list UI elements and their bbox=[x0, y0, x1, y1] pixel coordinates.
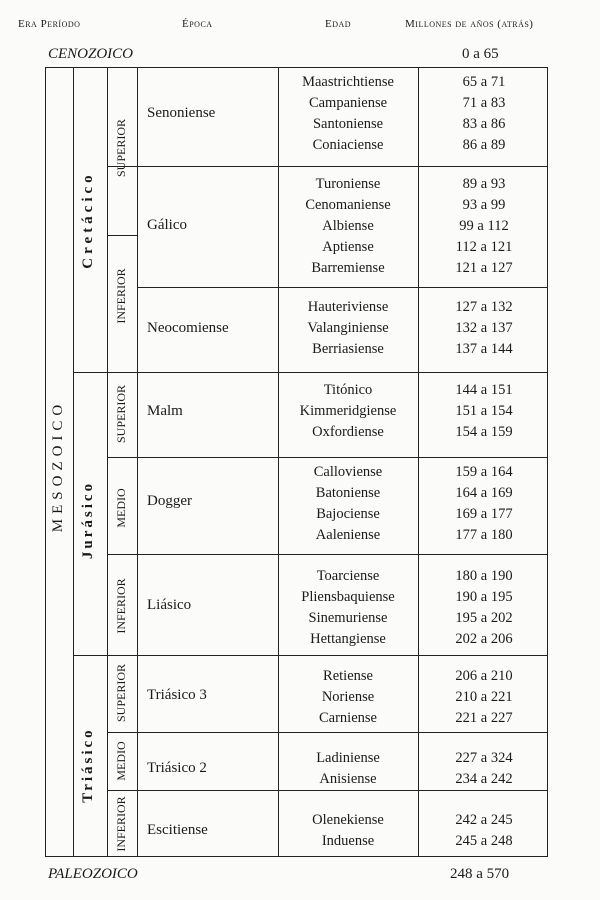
divider-sub-epoch bbox=[137, 67, 138, 857]
age-range: 132 a 137 bbox=[455, 320, 513, 336]
age-name: Anisiense bbox=[319, 771, 377, 787]
age-range: 93 a 99 bbox=[462, 197, 506, 213]
header-epoca: Época bbox=[182, 18, 213, 30]
age-range: 206 a 210 bbox=[455, 668, 513, 684]
age-range: 137 a 144 bbox=[455, 341, 513, 357]
age-range: 99 a 112 bbox=[459, 218, 509, 234]
age-range: 83 a 86 bbox=[462, 116, 506, 132]
header-edad: Edad bbox=[325, 18, 352, 30]
boundary-triasico2-escitiense bbox=[107, 790, 548, 791]
age-name: Barremiense bbox=[311, 260, 385, 276]
divider-period-sub bbox=[107, 67, 108, 857]
age-name: Santoniense bbox=[312, 116, 384, 132]
period-jurasico: Jurásico bbox=[80, 480, 96, 560]
boundary-senoniense-galico bbox=[107, 166, 548, 167]
age-name: Aptiense bbox=[322, 239, 374, 255]
header-millones: Millones de años (atrás) bbox=[405, 18, 534, 30]
age-name: Ladiniense bbox=[316, 750, 380, 766]
age-range: 121 a 127 bbox=[455, 260, 513, 276]
age-name: Sinemuriense bbox=[308, 610, 388, 626]
age-name: Retiense bbox=[323, 668, 373, 684]
divider-era-period bbox=[73, 67, 74, 857]
epoch-liasico: Liásico bbox=[147, 597, 192, 613]
age-range: 151 a 154 bbox=[455, 403, 513, 419]
age-name: Olenekiense bbox=[312, 812, 384, 828]
age-range: 227 a 324 bbox=[455, 750, 513, 766]
epoch-triasico3: Triásico 3 bbox=[147, 687, 207, 703]
age-name: Hettangiense bbox=[310, 631, 386, 647]
age-name: Hauteriviense bbox=[307, 299, 389, 315]
age-range: 210 a 221 bbox=[455, 689, 513, 705]
period-cretacico: Cretácico bbox=[80, 171, 96, 269]
age-name: Batoniense bbox=[315, 485, 381, 501]
sub-jurasico-inferior: INFERIOR bbox=[114, 578, 128, 634]
epoch-dogger: Dogger bbox=[147, 493, 192, 509]
epoch-escitiense: Escitiense bbox=[147, 822, 208, 838]
age-range: 234 a 242 bbox=[455, 771, 513, 787]
age-range: 154 a 159 bbox=[455, 424, 513, 440]
age-range: 127 a 132 bbox=[455, 299, 513, 315]
boundary-galico-neocomiense bbox=[137, 287, 548, 288]
sub-triasico-superior: SUPERIOR bbox=[114, 664, 128, 723]
age-range: 202 a 206 bbox=[455, 631, 513, 647]
age-range: 164 a 169 bbox=[455, 485, 513, 501]
age-name: Carniense bbox=[319, 710, 377, 726]
age-range: 180 a 190 bbox=[455, 568, 513, 584]
age-name: Bajociense bbox=[316, 506, 380, 522]
age-name: Calloviense bbox=[313, 464, 383, 480]
boundary-jur-sup-med bbox=[107, 457, 137, 458]
age-name: Valanginiense bbox=[307, 320, 389, 336]
age-range: 159 a 164 bbox=[455, 464, 513, 480]
age-name: Pliensbaquiense bbox=[301, 589, 395, 605]
epoch-malm: Malm bbox=[147, 403, 183, 419]
age-range: 190 a 195 bbox=[455, 589, 513, 605]
age-name: Maastrichtiense bbox=[302, 74, 394, 90]
age-range: 221 a 227 bbox=[455, 710, 513, 726]
boundary-dogger-liasico bbox=[107, 554, 548, 555]
cenozoico-range: 0 a 65 bbox=[462, 46, 499, 62]
age-name: Berriasiense bbox=[312, 341, 384, 357]
age-name: Coniaciense bbox=[312, 137, 384, 153]
paleozoico-range: 248 a 570 bbox=[450, 866, 510, 882]
age-name: Titónico bbox=[323, 382, 373, 398]
boundary-jurasico-triasico bbox=[73, 655, 548, 656]
age-name: Kimmeridgiense bbox=[299, 403, 397, 419]
era-mesozoico: MESOZOICO bbox=[50, 399, 66, 533]
boundary-triasico3-triasico2 bbox=[107, 732, 548, 733]
age-name: Turoniense bbox=[315, 176, 381, 192]
boundary-malm-dogger bbox=[137, 457, 548, 458]
age-range: 89 a 93 bbox=[462, 176, 506, 192]
age-name: Noriense bbox=[321, 689, 375, 705]
age-range: 144 a 151 bbox=[455, 382, 513, 398]
header-era-periodo: Era Período bbox=[18, 18, 81, 30]
paleozoico-label: PALEOZOICO bbox=[48, 866, 138, 882]
cenozoico-label: CENOZOICO bbox=[48, 46, 134, 62]
epoch-galico: Gálico bbox=[147, 217, 187, 233]
age-range: 245 a 248 bbox=[455, 833, 513, 849]
boundary-cretacico-jurasico bbox=[73, 372, 548, 373]
age-name: Oxfordiense bbox=[312, 424, 384, 440]
boundary-cre-sup-inf bbox=[107, 235, 137, 236]
age-name: Aaleniense bbox=[315, 527, 381, 543]
sub-jurasico-superior: SUPERIOR bbox=[114, 385, 128, 444]
age-range: 177 a 180 bbox=[455, 527, 513, 543]
period-triasico: Triásico bbox=[80, 727, 96, 803]
age-name: Albiense bbox=[322, 218, 374, 234]
age-name: Induense bbox=[321, 833, 375, 849]
age-range: 112 a 121 bbox=[455, 239, 513, 255]
age-range: 71 a 83 bbox=[462, 95, 506, 111]
age-range: 242 a 245 bbox=[455, 812, 513, 828]
age-range: 86 a 89 bbox=[462, 137, 506, 153]
age-range: 195 a 202 bbox=[455, 610, 513, 626]
epoch-neocomiense: Neocomiense bbox=[147, 320, 229, 336]
sub-cretacico-superior: SUPERIOR bbox=[114, 119, 128, 178]
epoch-senoniense: Senoniense bbox=[147, 105, 216, 121]
age-name: Cenomaniense bbox=[305, 197, 391, 213]
age-name: Campaniense bbox=[308, 95, 388, 111]
epoch-triasico2: Triásico 2 bbox=[147, 760, 207, 776]
sub-jurasico-medio: MEDIO bbox=[114, 488, 128, 528]
sub-triasico-inferior: INFERIOR bbox=[114, 796, 128, 852]
sub-triasico-medio: MEDIO bbox=[114, 741, 128, 781]
age-range: 169 a 177 bbox=[455, 506, 513, 522]
sub-cretacico-inferior: INFERIOR bbox=[114, 268, 128, 324]
age-range: 65 a 71 bbox=[462, 74, 506, 90]
age-name: Toarciense bbox=[316, 568, 380, 584]
